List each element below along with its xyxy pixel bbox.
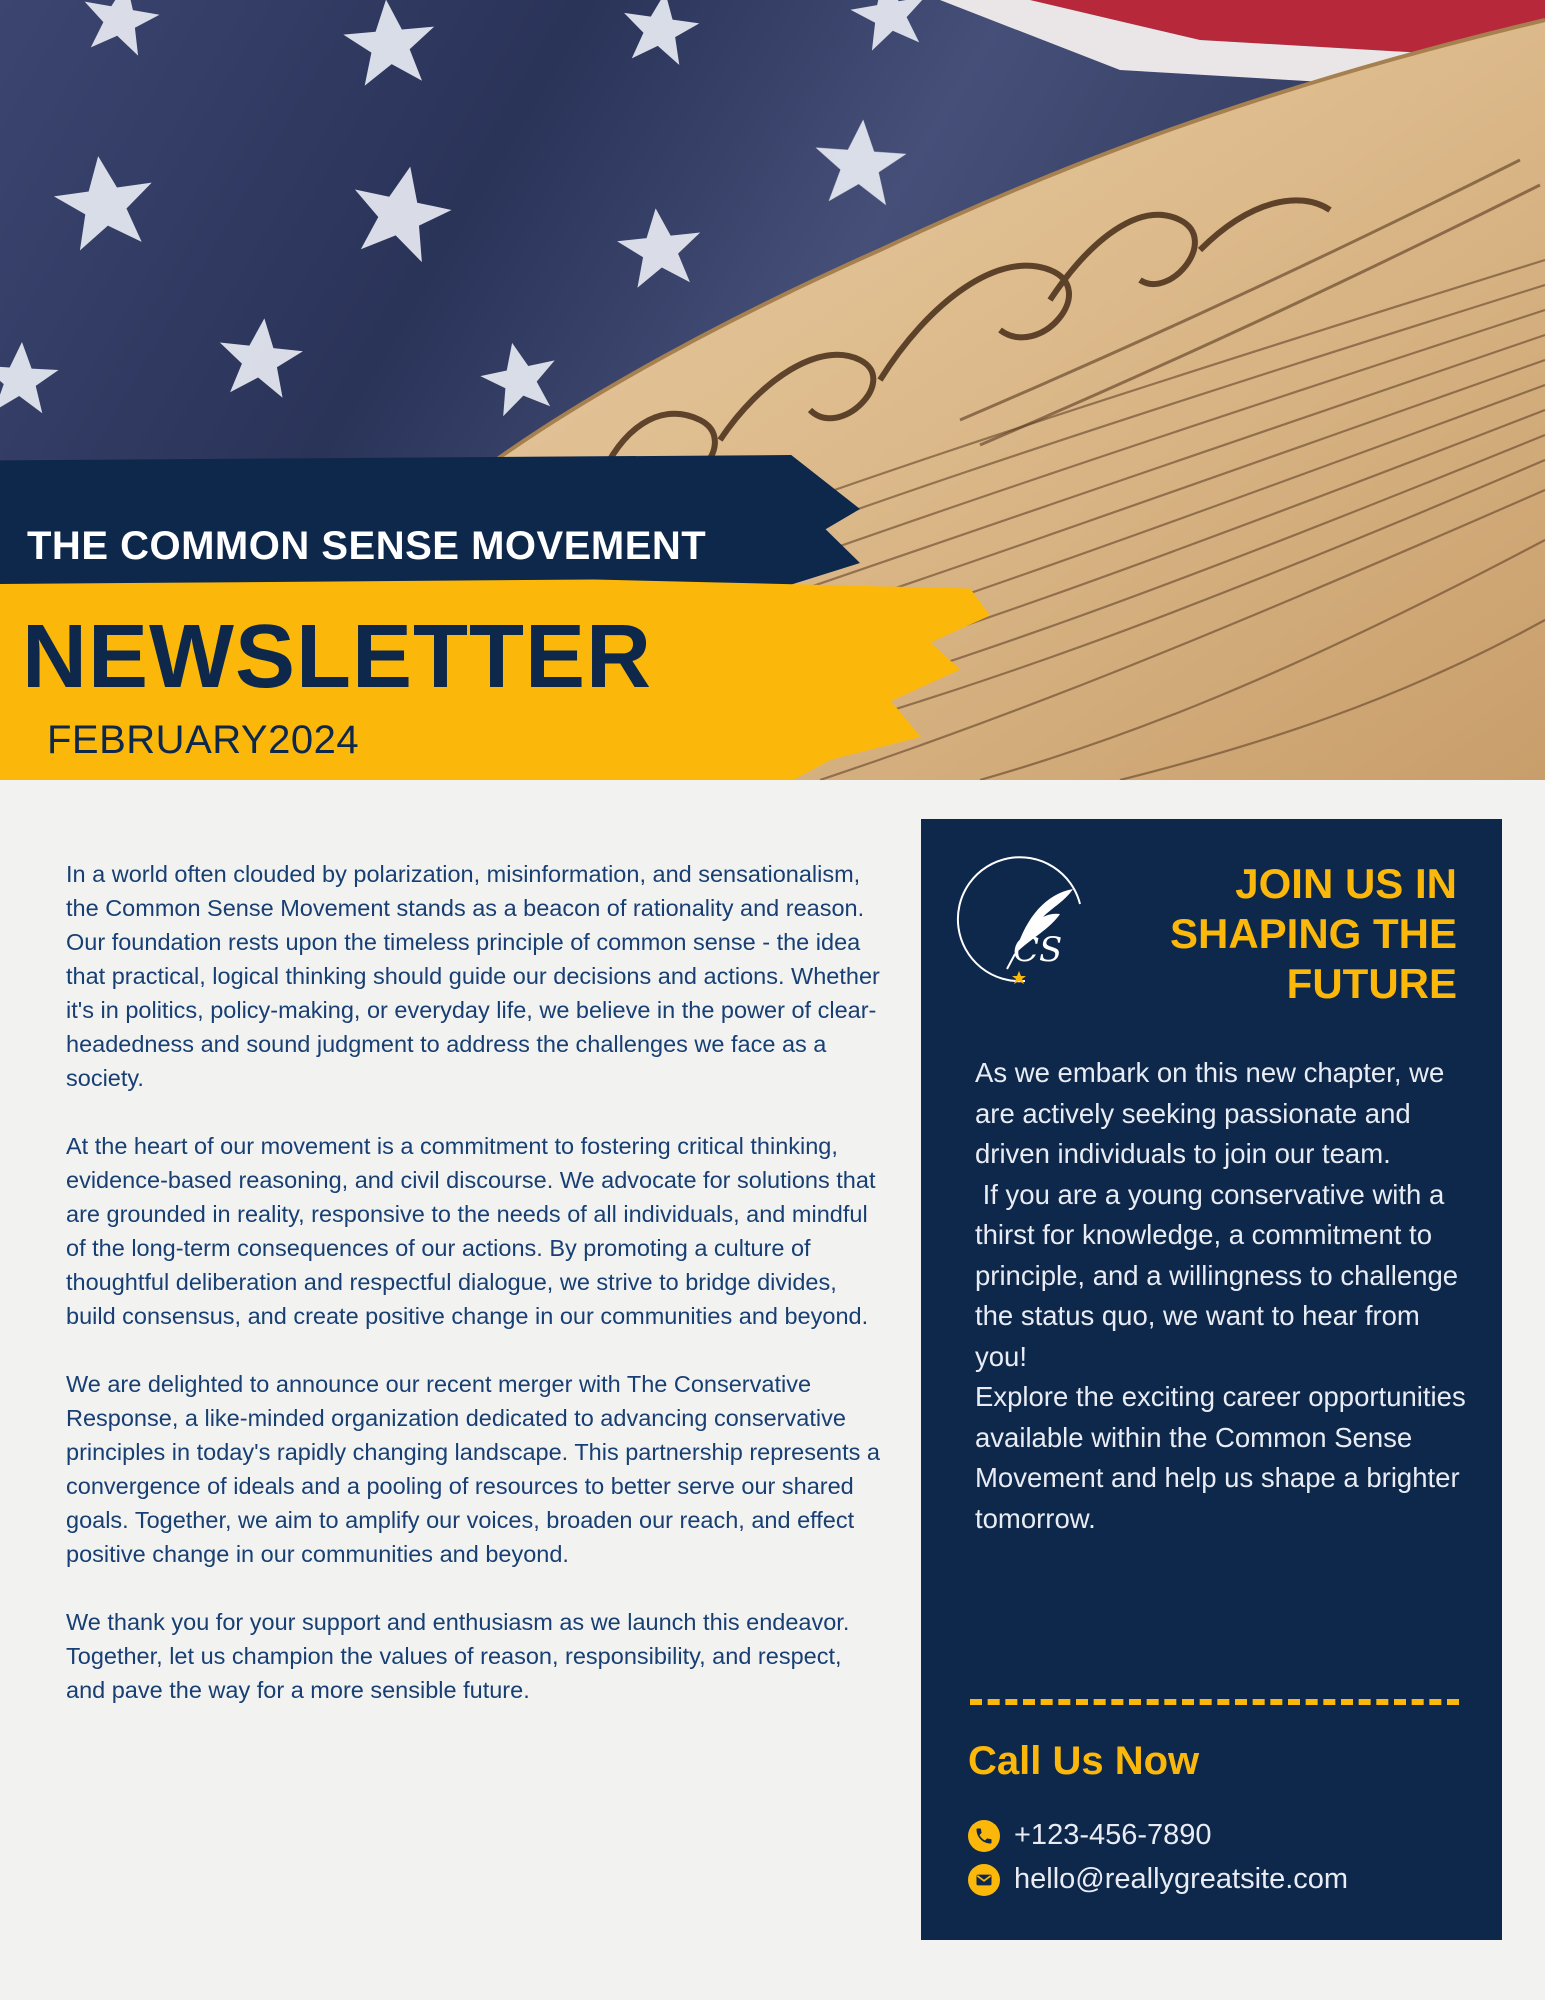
newsletter-title: NEWSLETTER [22,607,652,707]
mail-icon [968,1864,1000,1896]
heading-line: FUTURE [1286,960,1457,1007]
dashed-divider [970,1699,1459,1705]
heading-line: JOIN US IN [1235,860,1457,907]
email-address[interactable]: hello@reallygreatsite.com [1014,1863,1349,1895]
organization-name: THE COMMON SENSE MOVEMENT [27,524,707,568]
call-us-heading: Call Us Now [968,1739,1200,1783]
panel-paragraph: If you are a young conservative with a thirst for knowledge, a commitment to principle, and a willingness to challenge the status quo, we want to hear from you! [975,1178,1466,1372]
logo-monogram: CS [1013,930,1063,970]
email-contact[interactable] [968,1863,1348,1896]
phone-number[interactable]: +123-456-7890 [1014,1819,1212,1851]
heading-line: SHAPING THE [1169,910,1457,957]
panel-paragraph: As we embark on this new chapter, we are actively seeking passionate and driven individuals to join our team. [975,1057,1445,1169]
article-paragraph: We thank you for your support and enthusiasm as we launch this endeavor. Together, let us champion the values of reason, responsibility, and respect, and pave the way for a more sensible future. [66,1609,850,1703]
phone-contact[interactable] [968,1819,1212,1852]
panel-paragraph: Explore the exciting career opportunities available within the Common Sense Movement and help us shape a brighter tomorrow. [975,1381,1466,1534]
panel-body [975,1053,1475,1539]
hero-banner [0,0,1545,780]
issue-date: FEBRUARY2024 [47,718,360,762]
article-paragraph: In a world often clouded by polarization, misinformation, and sensationalism, the Common Sense Movement stands as a beacon of rationality and reason. Our foundation rests upon the timeless principle of common sense - the idea that practical, logical thinking should guide our decisions and actions. Whether it's in politics, policy-making, or everyday life, we believe in the power of clear-headedness and sound judgment to address the challenges we face as a society. [66,861,880,1091]
article-paragraph: At the heart of our movement is a commitment to fostering critical thinking, evidence-based reasoning, and civil discourse. We advocate for solutions that are grounded in reality, responsive to the needs of all individuals, and mindful of the long-term consequences of our actions. By promoting a culture of thoughtful deliberation and respectful dialogue, we strive to bridge divides, build consensus, and create positive change in our communities and beyond. [66,1133,876,1329]
article-paragraph: We are delighted to announce our recent merger with The Conservative Response, a like-minded organization dedicated to advancing conservative principles in today's rapidly changing landscape. This partnership represents a convergence of ideals and a pooling of resources to better serve our shared goals. Together, we aim to amplify our voices, broaden our reach, and effect positive change in our communities and beyond. [66,1371,880,1567]
panel-heading [1097,859,1457,1009]
title-brush-navy [0,455,860,590]
join-us-panel [921,819,1502,1940]
article-body [66,857,886,1741]
feather-logo-icon [955,849,1095,989]
phone-icon [968,1820,1000,1852]
